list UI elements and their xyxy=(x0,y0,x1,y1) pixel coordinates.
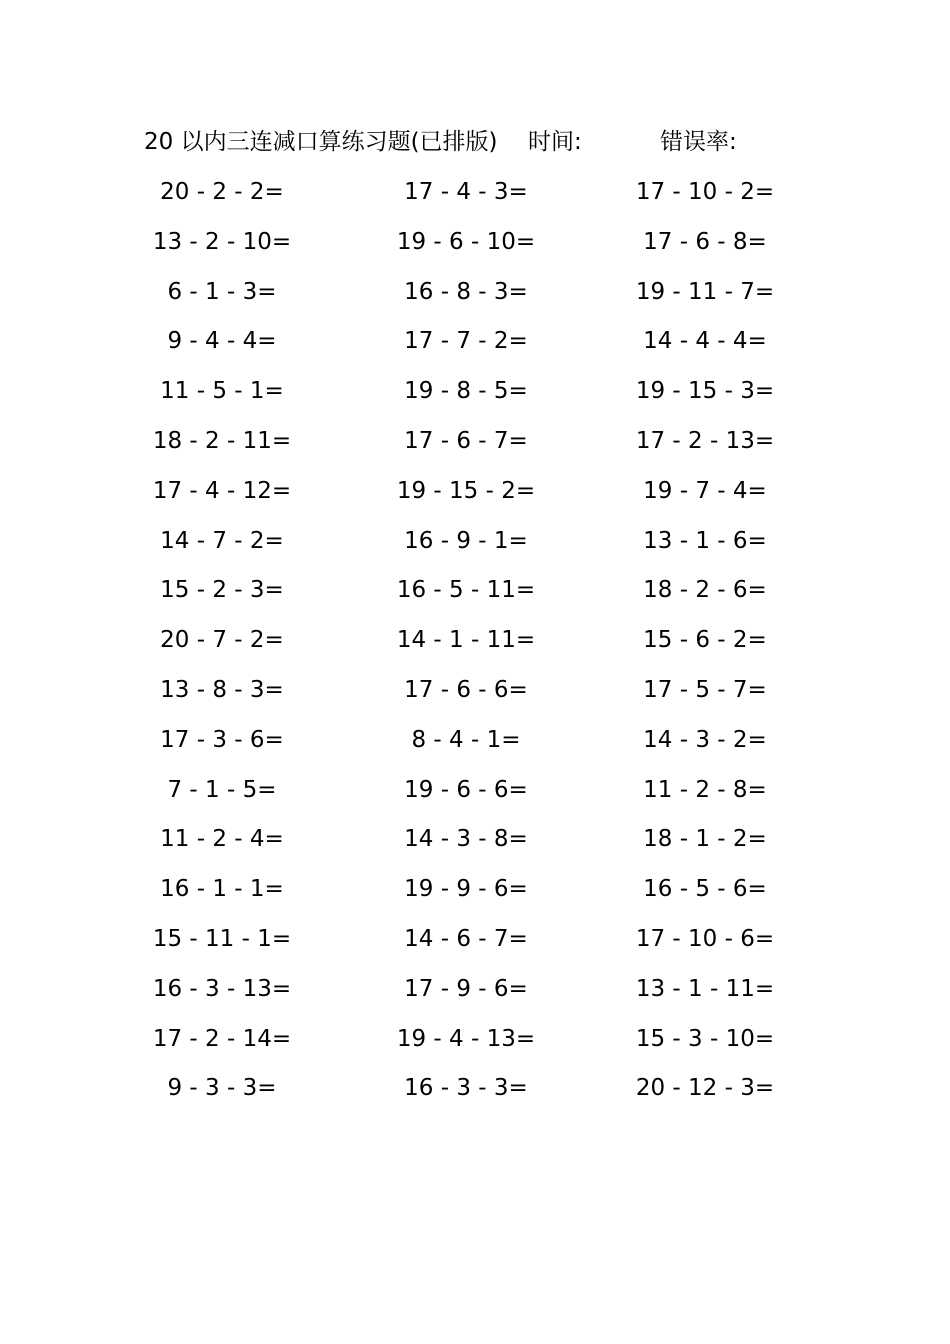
problem-row xyxy=(0,222,950,272)
problem-item: 9 - 3 - 3= xyxy=(167,1075,277,1102)
problem-item: 19 - 15 - 3= xyxy=(635,378,775,405)
problem-item: 13 - 1 - 6= xyxy=(643,527,767,554)
problem-item: 15 - 2 - 3= xyxy=(160,577,284,604)
problem-item: 16 - 9 - 1= xyxy=(404,527,528,554)
problem-item: 8 - 4 - 1= xyxy=(411,726,521,753)
problem-item: 18 - 2 - 11= xyxy=(152,427,292,454)
problem-row xyxy=(0,720,950,770)
problem-row xyxy=(0,272,950,322)
problem-item: 19 - 15 - 2= xyxy=(396,477,536,504)
problem-item: 16 - 8 - 3= xyxy=(404,278,528,305)
problem-item: 14 - 7 - 2= xyxy=(160,527,284,554)
problem-row xyxy=(0,1019,950,1069)
problem-item: 7 - 1 - 5= xyxy=(167,776,277,803)
problem-item: 19 - 8 - 5= xyxy=(404,378,528,405)
problem-item: 16 - 5 - 6= xyxy=(643,876,767,903)
problem-item: 17 - 7 - 2= xyxy=(404,328,528,355)
problem-item: 19 - 6 - 10= xyxy=(396,228,536,255)
problem-row xyxy=(0,620,950,670)
problem-row xyxy=(0,869,950,919)
problem-row xyxy=(0,371,950,421)
problem-item: 17 - 10 - 6= xyxy=(635,925,775,952)
problem-item: 18 - 1 - 2= xyxy=(643,826,767,853)
problem-item: 19 - 6 - 6= xyxy=(404,776,528,803)
problem-item: 17 - 5 - 7= xyxy=(643,676,767,703)
problem-item: 17 - 9 - 6= xyxy=(404,975,528,1002)
problem-row xyxy=(0,1068,950,1118)
problem-item: 13 - 8 - 3= xyxy=(160,676,284,703)
problem-item: 20 - 2 - 2= xyxy=(160,179,284,205)
problem-row xyxy=(0,421,950,471)
problem-item: 11 - 2 - 8= xyxy=(643,776,767,803)
worksheet-title: 20 以内三连减口算练习题(已排版) xyxy=(144,129,498,155)
problem-item: 15 - 6 - 2= xyxy=(643,627,767,654)
problem-item: 19 - 4 - 13= xyxy=(396,1025,536,1052)
problem-item: 17 - 2 - 13= xyxy=(635,427,775,454)
problem-row xyxy=(0,819,950,869)
problem-item: 19 - 11 - 7= xyxy=(635,278,775,305)
problem-row xyxy=(0,471,950,521)
time-label: 时间: xyxy=(528,129,582,155)
problem-grid xyxy=(0,172,950,1118)
problem-item: 9 - 4 - 4= xyxy=(167,328,277,355)
problem-item: 17 - 6 - 8= xyxy=(643,228,767,255)
problem-row xyxy=(0,969,950,1019)
problem-item: 14 - 3 - 2= xyxy=(643,726,767,753)
problem-item: 16 - 3 - 3= xyxy=(404,1075,528,1102)
problem-row xyxy=(0,670,950,720)
problem-item: 15 - 3 - 10= xyxy=(635,1025,775,1052)
problem-item: 17 - 4 - 12= xyxy=(152,477,292,504)
problem-item: 6 - 1 - 3= xyxy=(167,278,277,305)
problem-item: 17 - 6 - 7= xyxy=(404,427,528,454)
problem-item: 19 - 9 - 6= xyxy=(404,876,528,903)
problem-item: 15 - 11 - 1= xyxy=(152,925,292,952)
problem-row xyxy=(0,321,950,371)
problem-item: 16 - 1 - 1= xyxy=(160,876,284,903)
problem-item: 14 - 1 - 11= xyxy=(396,627,536,654)
worksheet-header xyxy=(0,124,950,160)
problem-item: 11 - 2 - 4= xyxy=(160,826,284,853)
problem-row xyxy=(0,570,950,620)
problem-item: 13 - 2 - 10= xyxy=(152,228,292,255)
problem-item: 20 - 7 - 2= xyxy=(160,627,284,654)
problem-item: 13 - 1 - 11= xyxy=(635,975,775,1002)
problem-item: 17 - 4 - 3= xyxy=(404,179,528,205)
problem-item: 20 - 12 - 3= xyxy=(635,1075,775,1102)
problem-row xyxy=(0,172,950,222)
problem-item: 11 - 5 - 1= xyxy=(160,378,284,405)
problem-item: 17 - 6 - 6= xyxy=(404,676,528,703)
problem-item: 19 - 7 - 4= xyxy=(643,477,767,504)
problem-item: 18 - 2 - 6= xyxy=(643,577,767,604)
problem-item: 17 - 10 - 2= xyxy=(635,179,775,205)
problem-item: 16 - 3 - 13= xyxy=(152,975,292,1002)
problem-row xyxy=(0,919,950,969)
error-rate-label: 错误率: xyxy=(660,129,737,155)
problem-row xyxy=(0,521,950,571)
problem-item: 14 - 3 - 8= xyxy=(404,826,528,853)
problem-row xyxy=(0,770,950,820)
problem-item: 16 - 5 - 11= xyxy=(396,577,536,604)
problem-item: 14 - 6 - 7= xyxy=(404,925,528,952)
problem-item: 17 - 3 - 6= xyxy=(160,726,284,753)
problem-item: 17 - 2 - 14= xyxy=(152,1025,292,1052)
problem-item: 14 - 4 - 4= xyxy=(643,328,767,355)
